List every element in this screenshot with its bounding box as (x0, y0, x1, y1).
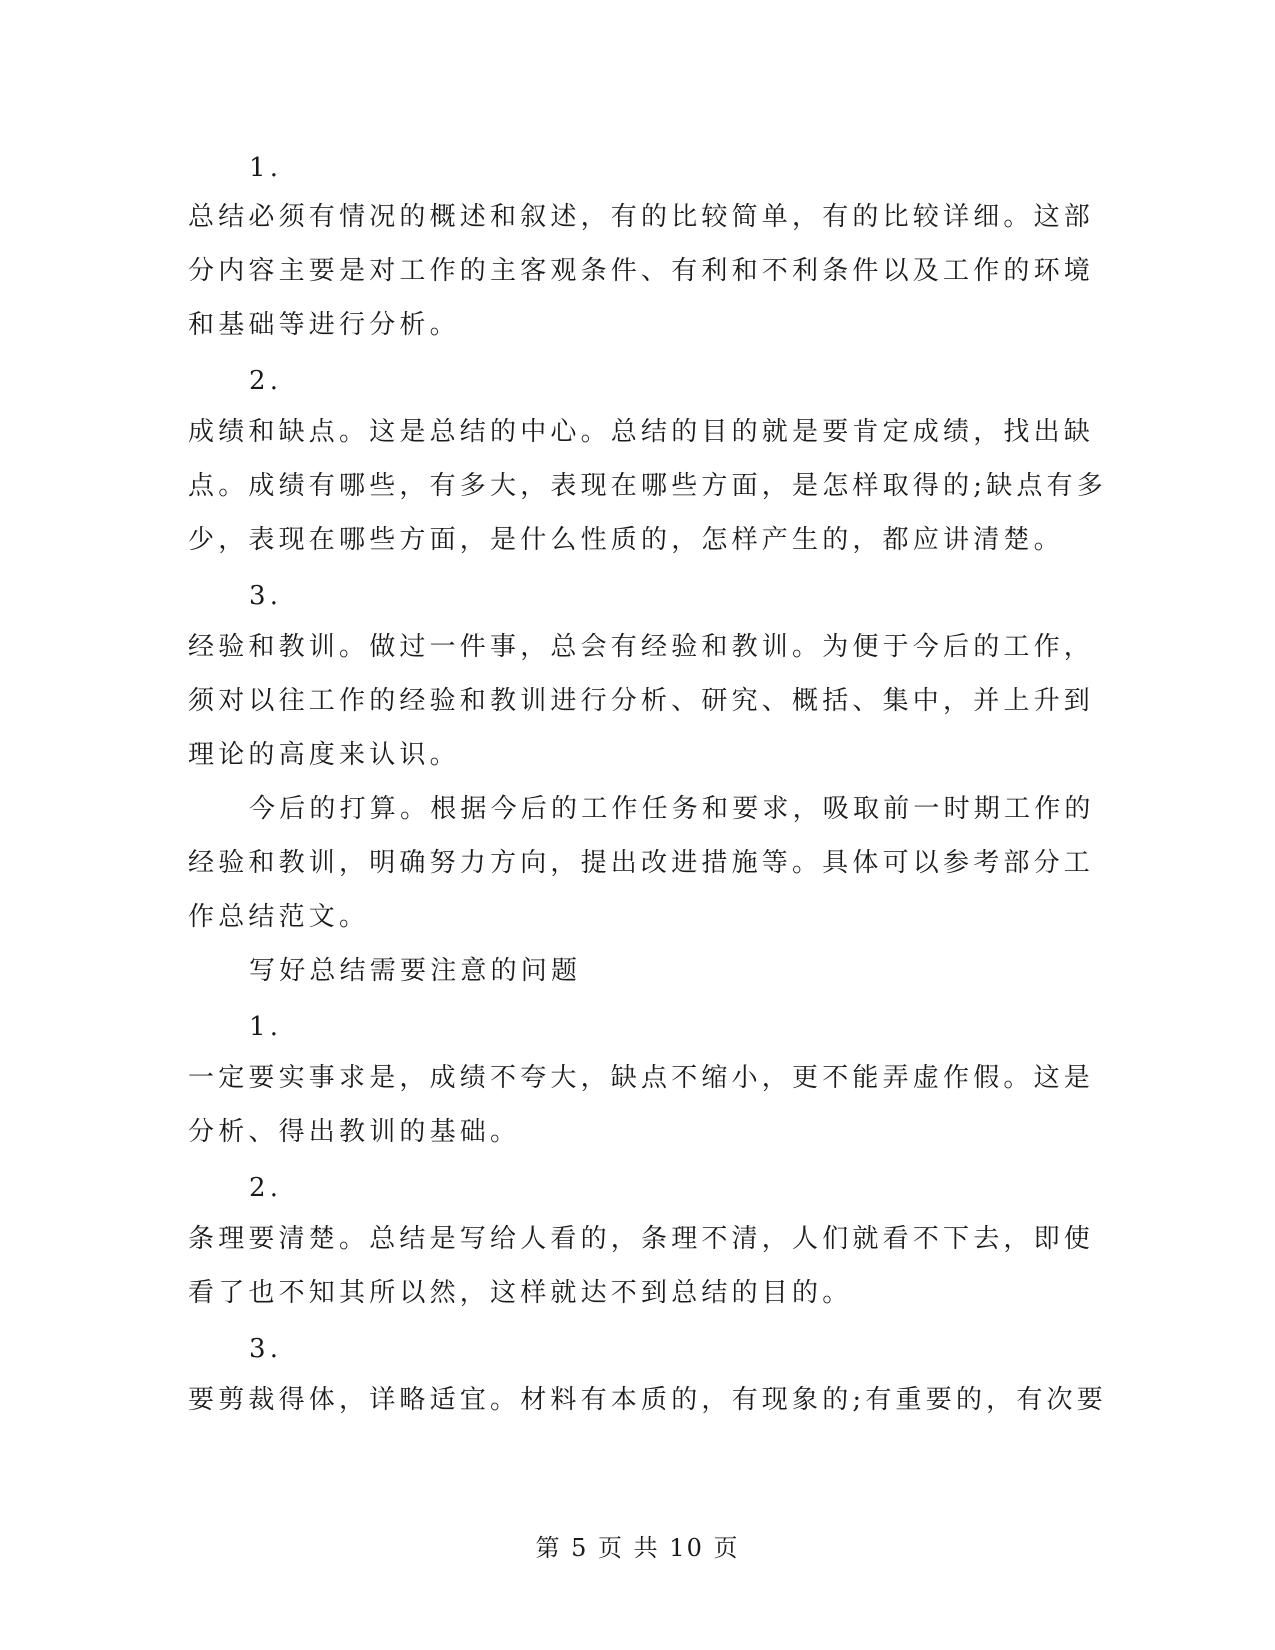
list-number: 3. (249, 581, 283, 611)
paragraph-line: 成绩和缺点。这是总结的中心。总结的目的就是要肯定成绩，找出缺 (188, 417, 1095, 447)
list-number: 2. (249, 366, 283, 396)
section-heading: 写好总结需要注意的问题 (249, 956, 582, 986)
paragraph-line: 总结必须有情况的概述和叙述，有的比较简单，有的比较详细。这部 (188, 202, 1095, 232)
paragraph-line: 经验和教训。做过一件事，总会有经验和教训。为便于今后的工作， (188, 632, 1095, 662)
list-number: 1. (249, 153, 283, 183)
paragraph-line: 作总结范文。 (188, 902, 370, 932)
paragraph-line: 少，表现在哪些方面，是什么性质的，怎样产生的，都应讲清楚。 (188, 525, 1064, 555)
paragraph-line: 看了也不知其所以然，这样就达不到总结的目的。 (188, 1278, 853, 1308)
list-number: 1. (249, 1012, 283, 1042)
paragraph-line: 今后的打算。根据今后的工作任务和要求，吸取前一时期工作的 (249, 794, 1095, 824)
paragraph-line: 理论的高度来认识。 (188, 740, 460, 770)
paragraph-line: 点。成绩有哪些，有多大，表现在哪些方面，是怎样取得的;缺点有多 (188, 471, 1107, 501)
paragraph-line: 分内容主要是对工作的主客观条件、有利和不利条件以及工作的环境 (188, 256, 1095, 286)
page-footer: 第 5 页 共 10 页 (535, 1534, 740, 1562)
list-number: 2. (249, 1173, 283, 1203)
paragraph-line: 经验和教训，明确努力方向，提出改进措施等。具体可以参考部分工 (188, 848, 1095, 878)
paragraph-line: 一定要实事求是，成绩不夸大，缺点不缩小，更不能弄虚作假。这是 (188, 1063, 1095, 1093)
paragraph-line: 和基础等进行分析。 (188, 310, 460, 340)
paragraph-line: 分析、得出教训的基础。 (188, 1117, 521, 1147)
list-number: 3. (249, 1334, 283, 1364)
paragraph-line: 须对以往工作的经验和教训进行分析、研究、概括、集中，并上升到 (188, 686, 1095, 716)
paragraph-line: 要剪裁得体，详略适宜。材料有本质的，有现象的;有重要的，有次要 (188, 1385, 1107, 1415)
paragraph-line: 条理要清楚。总结是写给人看的，条理不清，人们就看不下去，即使 (188, 1224, 1095, 1254)
